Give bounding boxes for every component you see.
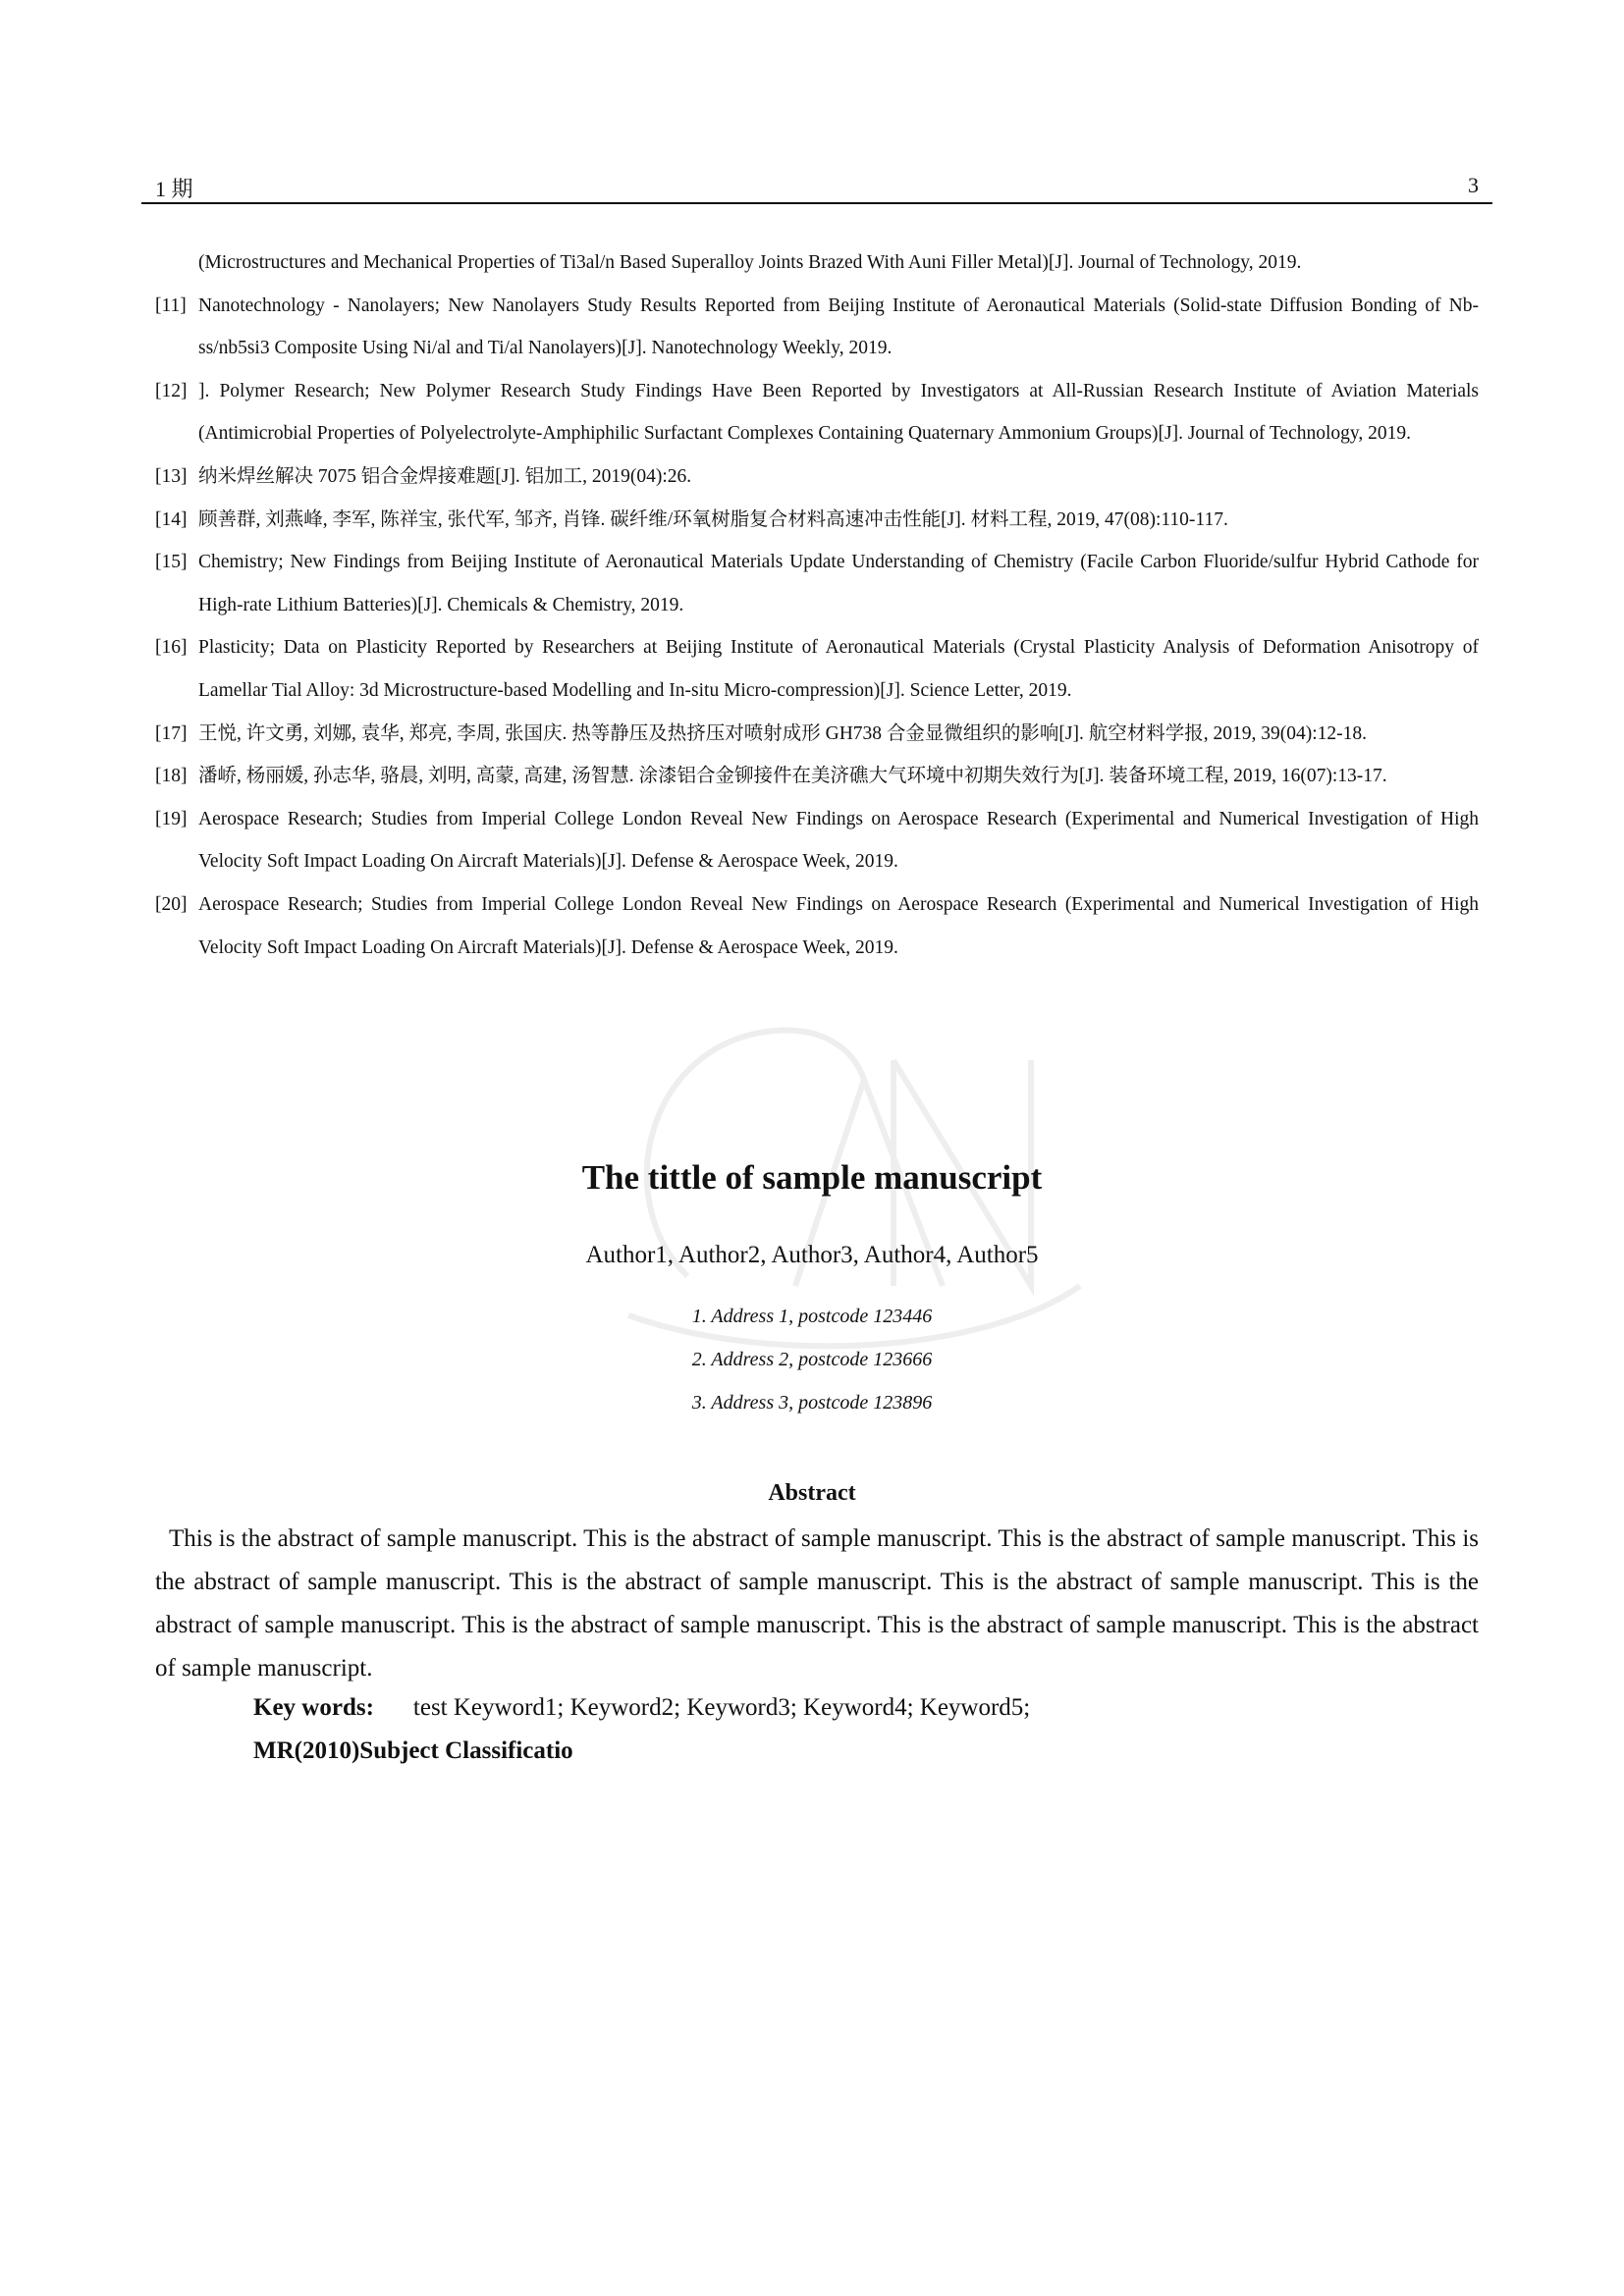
- reference-text: (Microstructures and Mechanical Properties of Ti3al/n Based Superalloy Joints Brazed With Auni Filler Metal)[J]. Journal of Technology, 2019.: [198, 252, 1302, 273]
- reference-text: Chemistry; New Findings from Beijing Institute of Aeronautical Materials Update Understanding of Chemistry (Facile Carbon Fluoride/sulfur Hybrid Cathode for High-rate Lithium Batteries)[J]. Chemicals & Chemistry, 2019.: [198, 552, 1479, 615]
- affiliation-3: 3. Address 3, postcode 123896: [691, 1392, 933, 1414]
- reference-text: 顾善群, 刘燕峰, 李军, 陈祥宝, 张代军, 邹齐, 肖锋. 碳纤维/环氧树脂复合材料高速冲击性能[J]. 材料工程, 2019, 47(08):110-117.: [198, 508, 1228, 530]
- reference-item: [155, 455, 1479, 499]
- reference-number: [17]: [155, 722, 188, 744]
- header-rule: [141, 202, 1492, 204]
- reference-item: [155, 626, 1479, 712]
- reference-item: [155, 499, 1479, 542]
- reference-item: [155, 541, 1479, 626]
- reference-item: [155, 241, 1479, 285]
- reference-number: [20]: [155, 893, 188, 915]
- reference-list: [155, 241, 1479, 969]
- reference-text: Aerospace Research; Studies from Imperial College London Reveal New Findings on Aerospace Research (Experimental and Numerical Investigation of High Velocity Soft Impact Loading On Aircraft Materials)[J]. Defense & Aerospace Week, 2019.: [198, 808, 1479, 873]
- affiliation-2: 2. Address 2, postcode 123666: [691, 1349, 933, 1370]
- author-list: Author1, Author2, Author3, Author4, Author5: [585, 1242, 1039, 1268]
- reference-number: [16]: [155, 637, 188, 659]
- reference-number: [15]: [155, 552, 188, 573]
- reference-item: [155, 713, 1479, 756]
- reference-item: [155, 370, 1479, 455]
- keywords-line: [253, 1694, 1030, 1722]
- reference-number: [11]: [155, 294, 187, 316]
- keywords-label: Key words:: [253, 1694, 374, 1721]
- reference-number: [12]: [155, 380, 188, 401]
- reference-number: [14]: [155, 508, 188, 530]
- running-header: [141, 173, 1492, 202]
- reference-number: [19]: [155, 808, 188, 829]
- reference-item: [155, 883, 1479, 969]
- reference-text: 王悦, 许文勇, 刘娜, 袁华, 郑亮, 李周, 张国庆. 热等静压及热挤压对喷射成形 GH738 合金显微组织的影响[J]. 航空材料学报, 2019, 39(04):12-18.: [198, 722, 1368, 744]
- reference-text: Aerospace Research; Studies from Imperial College London Reveal New Findings on Aerospace Research (Experimental and Numerical Investigation of High Velocity Soft Impact Loading On Aircraft Materials)[J]. Defense & Aerospace Week, 2019.: [198, 893, 1479, 958]
- reference-text: Plasticity; Data on Plasticity Reported by Researchers at Beijing Institute of Aeronautical Materials (Crystal Plasticity Analysis of Deformation Anisotropy of Lamellar Tial Alloy: 3d Microstructure-based Modelling and In-situ Micro-compression)[J]. Science Letter, 2019.: [198, 637, 1479, 701]
- reference-text: 纳米焊丝解决 7075 铝合金焊接难题[J]. 铝加工, 2019(04):26.: [198, 465, 692, 487]
- reference-number: [18]: [155, 766, 188, 787]
- abstract-text: This is the abstract of sample manuscript. This is the abstract of sample manuscript. This is the abstract of sample manuscript. This is the abstract of sample manuscript. This is the abstract of sample manuscript. This is the abstract of sample manuscript. This is the abstract of sample manuscript. This is the abstract of sample manuscript. This is the abstract of sample manuscript. This is the abstract of sample manuscript.: [155, 1525, 1479, 1682]
- affiliation-1: 1. Address 1, postcode 123446: [691, 1306, 933, 1327]
- manuscript-title: The tittle of sample manuscript: [581, 1158, 1043, 1197]
- reference-item: [155, 798, 1479, 883]
- reference-text: ]. Polymer Research; New Polymer Research Study Findings Have Been Reported by Investigators at All-Russian Research Institute of Aviation Materials (Antimicrobial Properties of Polyelectrolyte-Amphiphilic Surfactant Complexes Containing Quaternary Ammonium Groups)[J]. Journal of Technology, 2019.: [198, 380, 1479, 445]
- reference-item: [155, 285, 1479, 370]
- msc-label: MR(2010)Subject Classificatio: [253, 1737, 573, 1764]
- keywords-text: test Keyword1; Keyword2; Keyword3; Keyword4; Keyword5;: [412, 1694, 1031, 1721]
- reference-text: Nanotechnology - Nanolayers; New Nanolayers Study Results Reported from Beijing Institute of Aeronautical Materials (Solid-state Diffusion Bonding of Nb-ss/nb5si3 Composite Using Ni/al and Ti/al Nanolayers)[J]. Nanotechnology Weekly, 2019.: [198, 294, 1479, 359]
- reference-text: 潘峤, 杨丽媛, 孙志华, 骆晨, 刘明, 高蒙, 高建, 汤智慧. 涂漆铝合金铆接件在美济礁大气环境中初期失效行为[J]. 装备环境工程, 2019, 16(07):13-17.: [198, 766, 1387, 787]
- reference-number: [13]: [155, 465, 188, 487]
- reference-item: [155, 755, 1479, 798]
- abstract-heading: Abstract: [768, 1480, 856, 1506]
- page-number: 3: [1468, 173, 1479, 197]
- issue-label: 1 期: [155, 177, 193, 201]
